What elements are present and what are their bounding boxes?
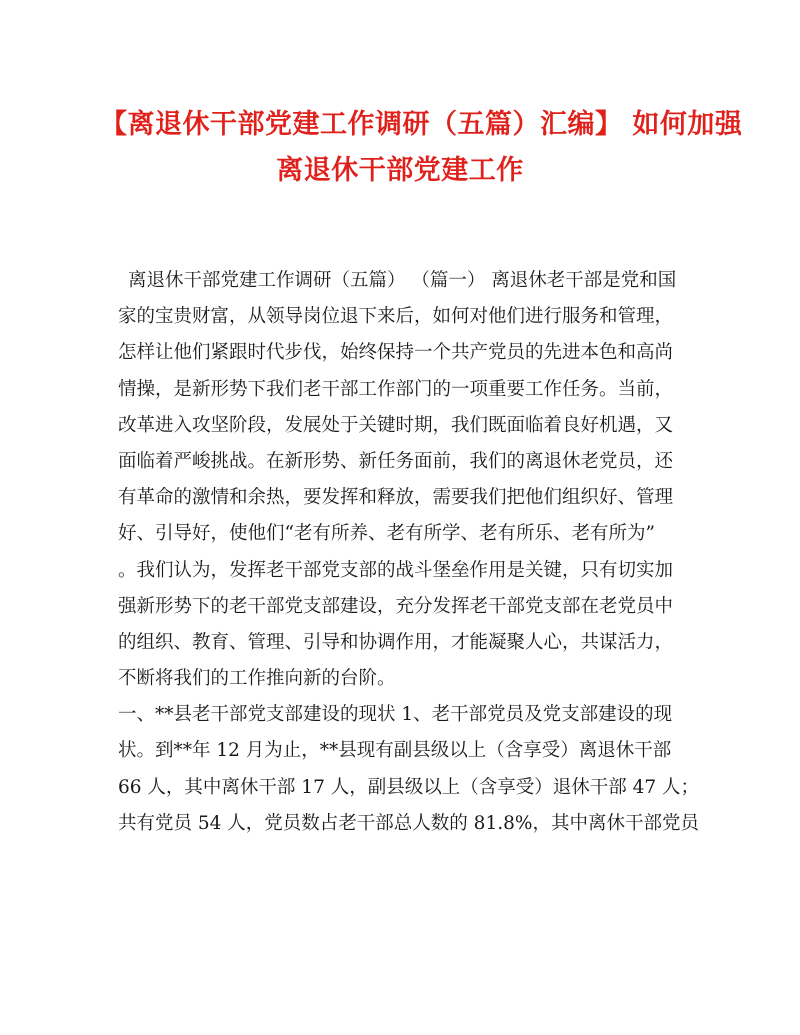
body-line: 。我们认为，发挥老干部党支部的战斗堡垒作用是关键，只有切实加 xyxy=(118,559,674,581)
body-line: 66 人，其中离休干部 17 人，副县级以上（含享受）退休干部 47 人； xyxy=(118,776,700,798)
title-line-2: 离退休干部党建工作 xyxy=(276,155,524,186)
body-line: 共有党员 54 人，党员数占老干部总人数的 81.8%，其中离休干部党员 xyxy=(118,812,699,834)
body-line: 的组织、教育、管理、引导和协调作用，才能凝聚人心，共谋活力， xyxy=(118,631,674,653)
body-line: 状。到**年 12 月为止，**县现有副县级以上（含享受）离退休干部 xyxy=(118,740,672,762)
body-line: 离退休干部党建工作调研（五篇） （篇一） 离退休老干部是党和国 xyxy=(128,270,677,291)
body-line: 改革进入攻坚阶段，发展处于关键时期，我们既面临着良好机遇，又 xyxy=(118,414,674,436)
body-line: 面临着严峻挑战。在新形势、新任务面前，我们的离退休老党员，还 xyxy=(118,450,674,472)
body-line: 强新形势下的老干部党支部建设，充分发挥老干部党支部在老党员中 xyxy=(118,595,674,617)
body-line: 不断将我们的工作推向新的台阶。 xyxy=(118,668,396,690)
document-body xyxy=(118,263,700,842)
body-line: 一、**县老干部党支部建设的现状 1、老干部党员及党支部建设的现 xyxy=(118,704,673,726)
body-line: 怎样让他们紧跟时代步伐，始终保持一个共产党员的先进本色和高尚 xyxy=(118,342,674,364)
body-line: 好、引导好，使他们“老有所养、老有所学、老有所乐、老有所为” xyxy=(118,523,655,545)
body-line: 有革命的激情和余热，要发挥和释放，需要我们把他们组织好、管理 xyxy=(118,487,674,509)
title-line-1: 【离退休干部党建工作调研（五篇）汇编】 如何加强 xyxy=(100,109,743,140)
document-title xyxy=(100,102,743,194)
body-line: 情操，是新形势下我们老干部工作部门的一项重要工作任务。当前， xyxy=(118,378,674,400)
body-line: 家的宝贵财富，从领导岗位退下来后，如何对他们进行服务和管理， xyxy=(118,306,674,328)
